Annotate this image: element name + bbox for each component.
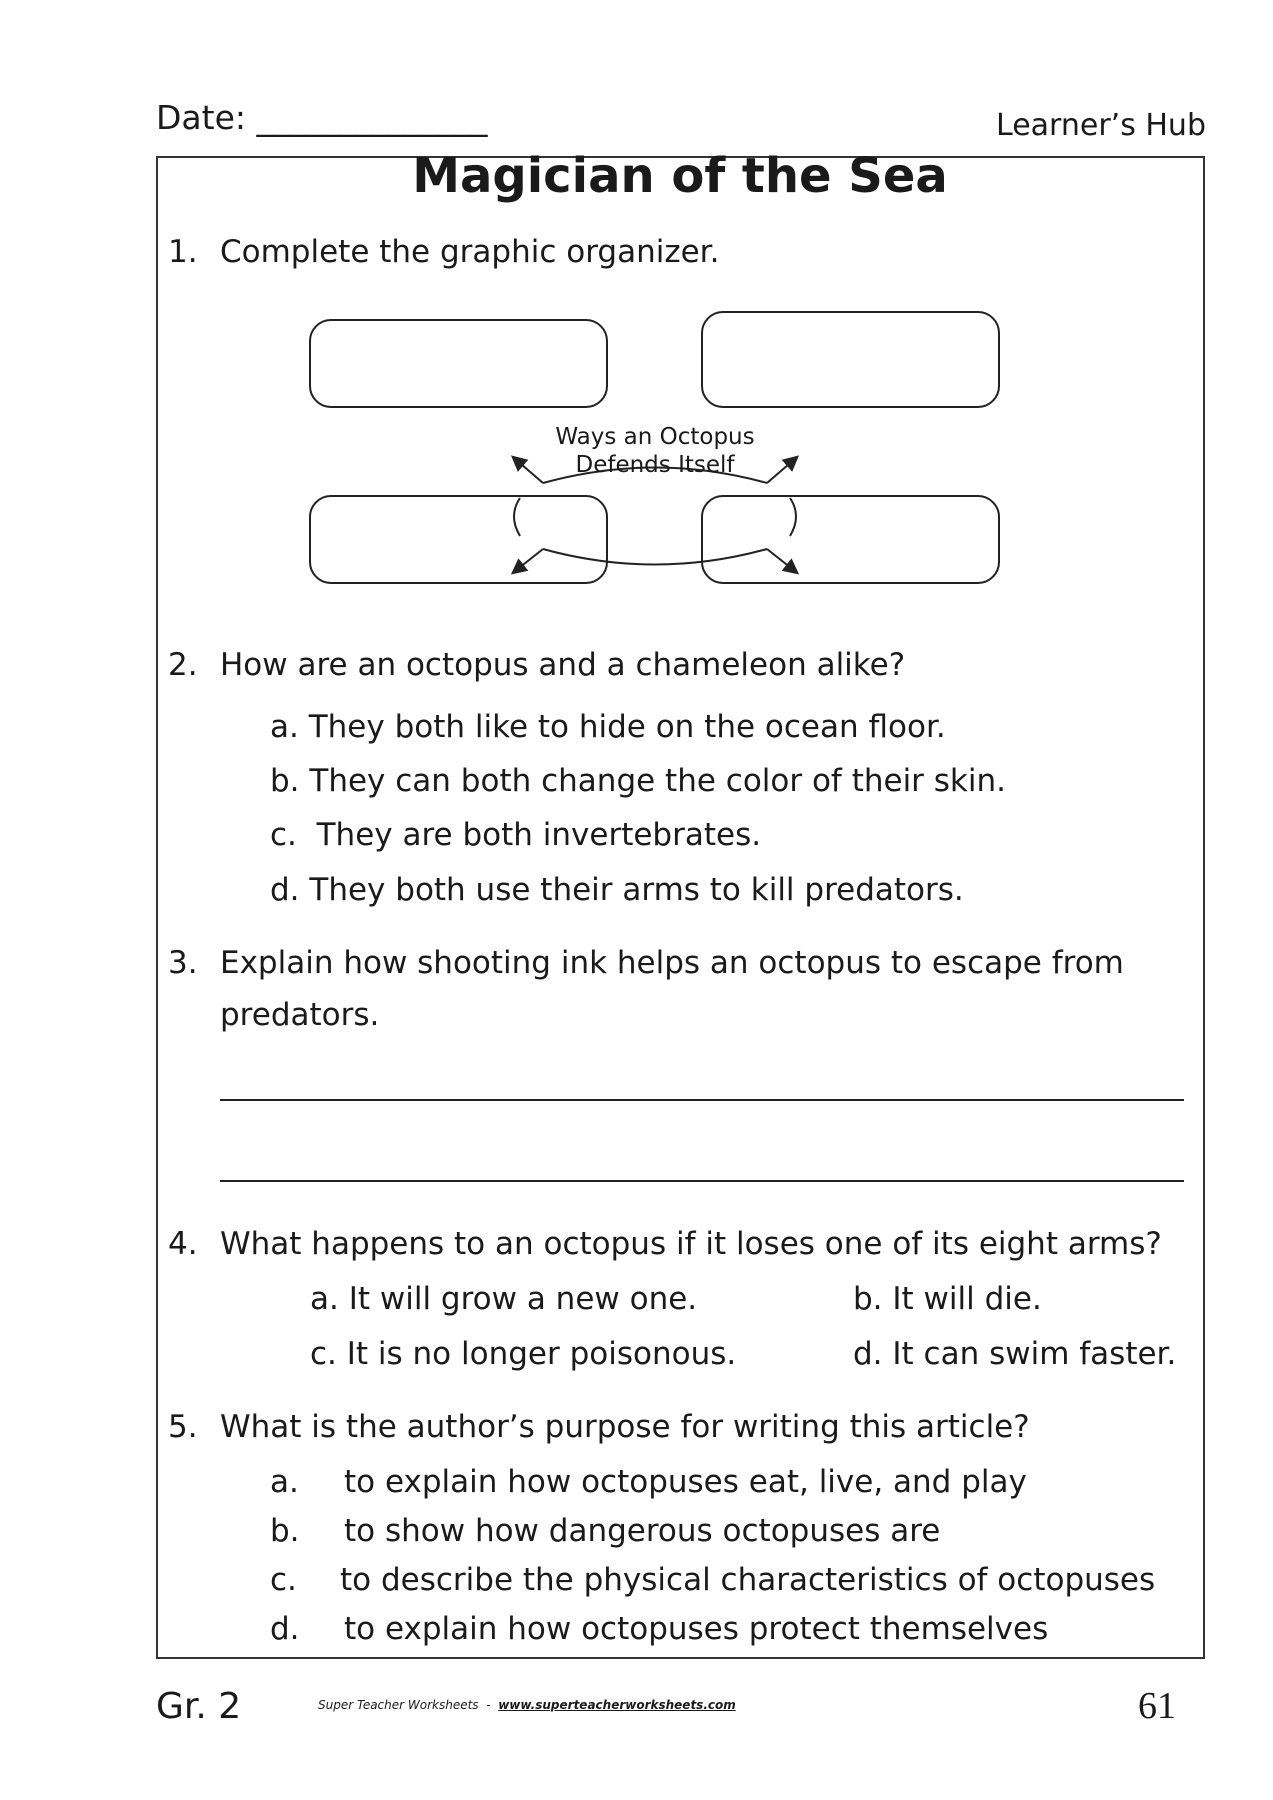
option-letter: d. xyxy=(270,872,300,908)
option-text: It can swim faster. xyxy=(892,1336,1177,1372)
option-text: They both like to hide on the ocean floor. xyxy=(308,709,946,745)
question-4-number: 4. xyxy=(168,1226,198,1262)
question-1-number: 1. xyxy=(168,234,198,270)
page-number: 61 xyxy=(1138,1685,1176,1727)
option-letter: d. xyxy=(853,1336,883,1372)
brand: Learner’s Hub xyxy=(996,108,1206,143)
question-3-text-line2: predators. xyxy=(220,997,380,1033)
question-4-option-c[interactable] xyxy=(310,1336,736,1372)
organizer-box-bottom-right[interactable] xyxy=(701,495,1000,584)
organizer-box-bottom-left[interactable] xyxy=(309,495,608,584)
question-1-text: Complete the graphic organizer. xyxy=(220,234,720,270)
question-4-option-d[interactable] xyxy=(853,1336,1176,1372)
organizer-box-top-left[interactable] xyxy=(309,319,608,408)
option-letter: b. xyxy=(853,1281,883,1317)
date-label-text: Date: xyxy=(156,98,246,137)
question-4-text: What happens to an octopus if it loses one of its eight arms? xyxy=(220,1226,1162,1262)
footer-publisher: Super Teacher Worksheets xyxy=(318,1698,479,1712)
page-title: Magician of the Sea xyxy=(412,148,948,204)
question-3-number: 3. xyxy=(168,945,198,981)
question-2-option-b[interactable] xyxy=(270,763,1006,799)
organizer-center-line1: Ways an Octopus xyxy=(555,424,755,450)
question-2-option-c[interactable] xyxy=(270,817,761,853)
question-4-option-b[interactable] xyxy=(853,1281,1042,1317)
organizer-box-top-right[interactable] xyxy=(701,311,1000,408)
option-text: It will die. xyxy=(892,1281,1042,1317)
question-5-option-a-letter: a. xyxy=(270,1464,299,1500)
question-5-option-b[interactable]: to show how dangerous octopuses are xyxy=(344,1513,941,1549)
footer-grade: Gr. 2 xyxy=(156,1686,242,1727)
option-text: It is no longer poisonous. xyxy=(346,1336,737,1372)
question-5-option-a[interactable]: to explain how octopuses eat, live, and play xyxy=(344,1464,1027,1500)
question-5-option-d-letter: d. xyxy=(270,1611,300,1647)
question-5-option-b-letter: b. xyxy=(270,1513,300,1549)
option-letter: c. xyxy=(270,817,297,853)
date-label xyxy=(156,98,488,137)
question-3-text-line1: Explain how shooting ink helps an octopus to escape from xyxy=(220,945,1124,981)
question-2-number: 2. xyxy=(168,647,198,683)
question-2-option-d[interactable] xyxy=(270,872,964,908)
answer-line-1[interactable] xyxy=(220,1099,1184,1101)
question-4-option-a[interactable] xyxy=(310,1281,697,1317)
question-5-option-c-letter: c. xyxy=(270,1562,297,1598)
footer-credit xyxy=(318,1698,736,1712)
option-letter: a. xyxy=(310,1281,339,1317)
answer-line-2[interactable] xyxy=(220,1180,1184,1182)
footer-url-link[interactable]: www.superteacherworksheets.com xyxy=(498,1698,736,1712)
date-blank: ______________ xyxy=(256,98,488,137)
option-letter: c. xyxy=(310,1336,337,1372)
question-5-option-c[interactable]: to describe the physical characteristics of octopuses xyxy=(340,1562,1156,1598)
option-text: They are both invertebrates. xyxy=(316,817,762,853)
option-text: They both use their arms to kill predators. xyxy=(309,872,964,908)
question-2-text: How are an octopus and a chameleon alike? xyxy=(220,647,906,683)
question-5-number: 5. xyxy=(168,1409,198,1445)
option-text: It will grow a new one. xyxy=(348,1281,698,1317)
question-2-option-a[interactable] xyxy=(270,709,946,745)
footer-separator: - xyxy=(486,1698,491,1712)
question-5-text: What is the author’s purpose for writing this article? xyxy=(220,1409,1030,1445)
question-5-option-d[interactable]: to explain how octopuses protect themselves xyxy=(344,1611,1049,1647)
option-text: They can both change the color of their skin. xyxy=(309,763,1006,799)
option-letter: b. xyxy=(270,763,300,799)
option-letter: a. xyxy=(270,709,299,745)
organizer-center-line2: Defends Itself xyxy=(575,452,735,478)
